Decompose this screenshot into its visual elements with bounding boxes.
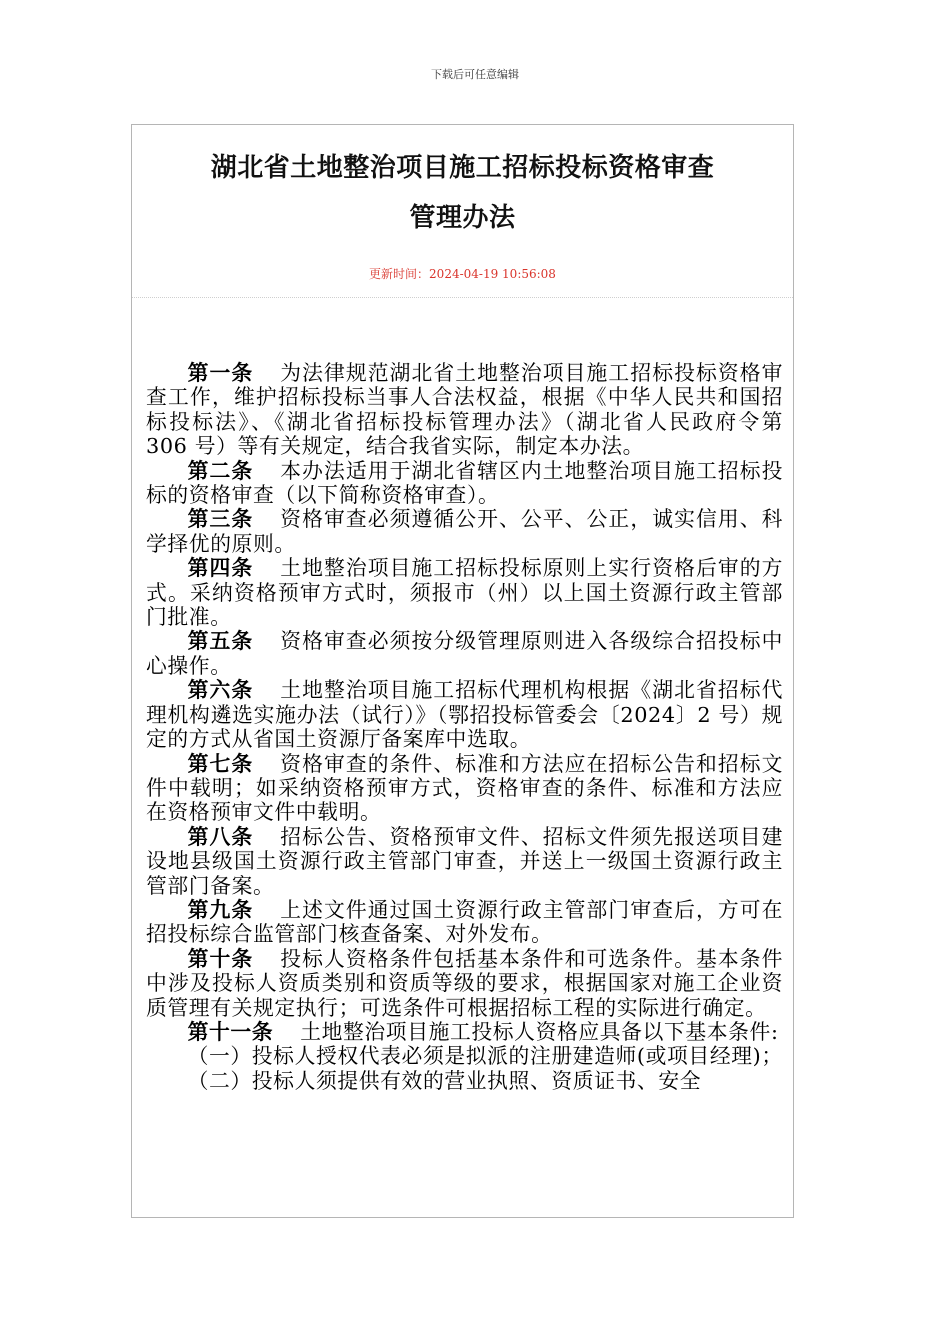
article-number: 第四条 [187,556,254,581]
update-timestamp: 更新时间：2024-04-19 10:56:08 [369,267,556,281]
article-text: 土地整治项目施工招标代理机构根据《湖北省招标代理机构遴选实施办法（试行）》（鄂招投标管委会〔2024〕2 号）规定的方式从省国土资源厅备案库中选取。 [146,678,783,752]
article [146,678,783,751]
article [146,825,783,898]
download-note: 下载后可任意编辑 [431,68,519,81]
article [146,459,783,508]
article [146,1020,783,1044]
article-number: 第三条 [187,507,254,532]
article-text: 为法律规范湖北省土地整治项目施工招标投标资格审查工作，维护招标投标当事人合法权益，根据《中华人民共和国招标投标法》、《湖北省招标投标管理办法》（湖北省人民政府令第 306 号）等有关规定，结合我省实际，制定本办法。 [146,361,783,459]
article-number: 第九条 [187,897,254,922]
article-number: 第六条 [187,678,254,703]
article [146,752,783,825]
article [146,556,783,629]
article-text: 土地整治项目施工招标投标原则上实行资格后审的方式。采纳资格预审方式时，须报市（州）以上国土资源行政主管部门批准。 [146,556,783,630]
document-title-line-1: 湖北省土地整治项目施工招标投标资格审查 [210,153,715,183]
article-text: 资格审查的条件、标准和方法应在招标公告和招标文件中载明；如采纳资格预审方式，资格审查的条件、标准和方法应在资格预审文件中载明。 [146,751,783,825]
article-number: 第二条 [187,458,254,483]
article-text: 资格审查必须遵循公开、公平、公正，诚实信用、科学择优的原则。 [146,507,783,556]
article [146,947,783,1020]
list-item: （二）投标人须提供有效的营业执照、资质证书、安全 [187,1068,702,1093]
article-text: 土地整治项目施工投标人资格应具备以下基本条件: [300,1019,779,1044]
article-number: 第五条 [187,629,254,654]
document-frame [131,124,794,1218]
article-text: 上述文件通过国土资源行政主管部门审查后，方可在招投标综合监管部门核查备案、对外发布。 [146,897,783,947]
article-number: 第八条 [187,824,254,849]
article-number: 第十一条 [187,1019,274,1044]
article [146,507,783,556]
article-number: 第一条 [187,361,254,385]
article-number: 第十条 [187,946,254,971]
dotted-divider [132,297,793,298]
article-number: 第七条 [187,751,254,776]
article-text: 本办法适用于湖北省辖区内土地整治项目施工招标投标的资格审查（以下简称资格审查）。 [146,458,783,508]
document-body [146,361,783,1093]
article-text: 招标公告、资格预审文件、招标文件须先报送项目建设地县级国土资源行政主管部门审查，并送上一级国土资源行政主管部门备案。 [146,824,783,898]
article [146,898,783,947]
list-item: （一）投标人授权代表必须是拟派的注册建造师(或项目经理)； [187,1044,783,1069]
article-text: 投标人资格条件包括基本条件和可选条件。基本条件中涉及投标人资质类别和资质等级的要求，根据国家对施工企业资质管理有关规定执行；可选条件可根据招标工程的实际进行确定。 [146,946,783,1020]
article [146,361,783,459]
document-title-line-2: 管理办法 [409,203,516,233]
article-text: 资格审查必须按分级管理原则进入各级综合招投标中心操作。 [146,629,783,678]
article [146,629,783,678]
